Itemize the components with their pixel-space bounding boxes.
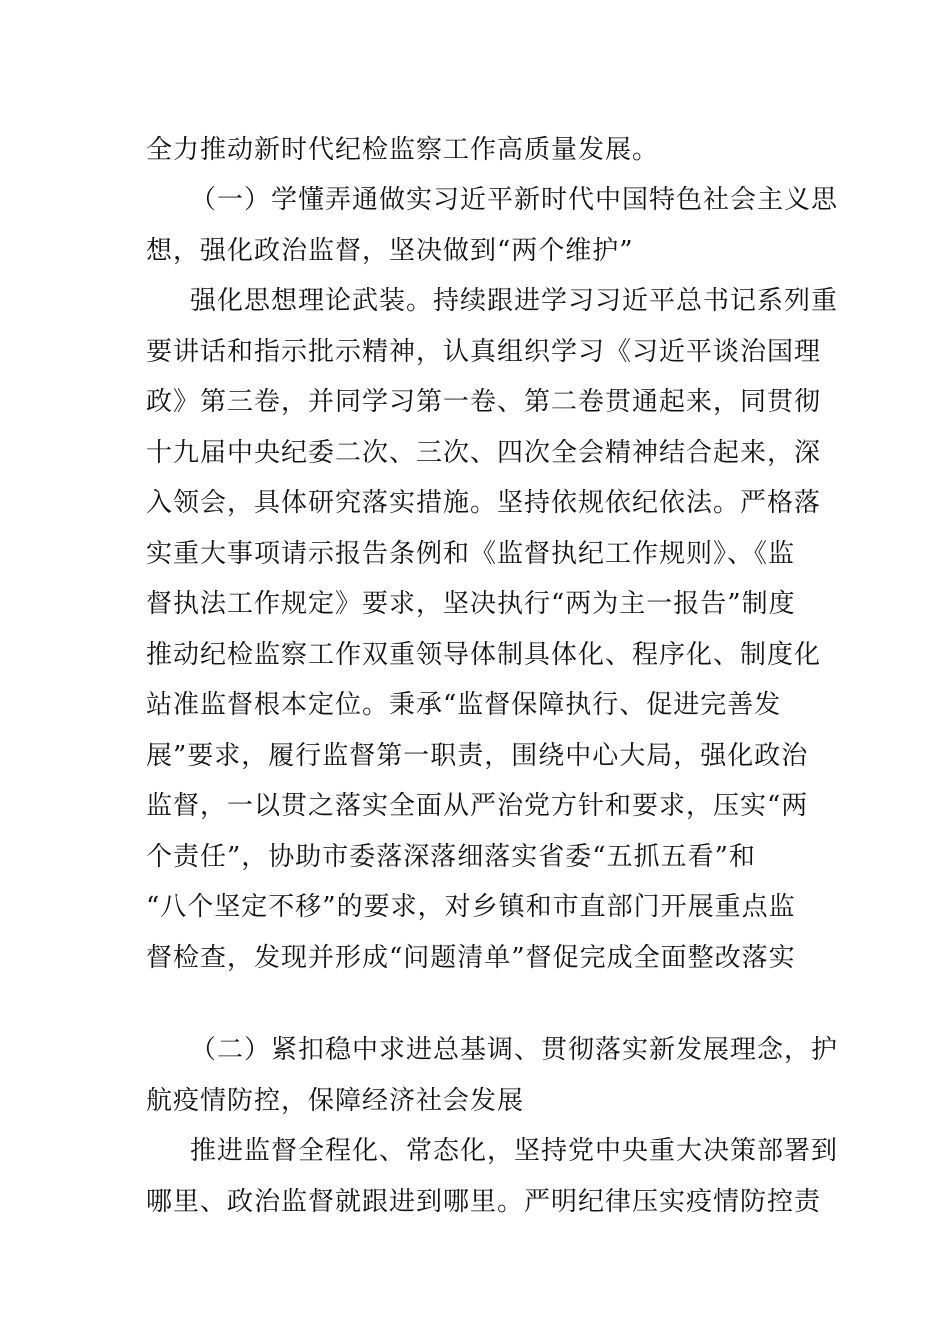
- section-heading-line: 想，强化政治监督，坚决做到“两个维护”: [146, 236, 634, 266]
- text-line: 要讲话和指示批示精神，认真组织学习《习近平谈治国理: [146, 337, 822, 367]
- text-line: 推动纪检监察工作双重领导体制具体化、程序化、制度化: [146, 640, 822, 670]
- text-line: 展”要求，履行监督第一职责，围绕中心大局，强化政治: [146, 741, 809, 771]
- section-heading-line: 航疫情防控，保障经济社会发展: [146, 1086, 525, 1116]
- text-line: 个责任”，协助市委落深落细落实省委“五抓五看”和: [146, 842, 756, 872]
- text-line: 站准监督根本定位。秉承“监督保障执行、促进完善发: [146, 690, 782, 720]
- text-line: 哪里、政治监督就跟进到哪里。严明纪律压实疫情防控责: [146, 1187, 822, 1217]
- section-heading-line: （二）紧扣稳中求进总基调、贯彻落实新发展理念，护: [190, 1035, 839, 1065]
- text-line: 推进监督全程化、常态化，坚持党中央重大决策部署到: [190, 1136, 839, 1166]
- section-heading-line: （一）学懂弄通做实习近平新时代中国特色社会主义思: [190, 185, 839, 215]
- text-line: 监督，一以贯之落实全面从严治党方针和要求，压实“两: [146, 791, 809, 821]
- text-line: 入领会，具体研究落实措施。坚持依规依纪依法。严格落: [146, 488, 822, 518]
- text-line: 全力推动新时代纪检监察工作高质量发展。: [146, 135, 660, 165]
- text-line: 强化思想理论武装。持续跟进学习习近平总书记系列重: [190, 286, 839, 316]
- text-line: 政》第三卷，并同学习第一卷、第二卷贯通起来，同贯彻: [146, 387, 822, 417]
- text-line: “八个坚定不移”的要求，对乡镇和市直部门开展重点监: [146, 892, 796, 922]
- text-line: 督执法工作规定》要求，坚决执行“两为主一报告”制度: [146, 589, 796, 619]
- text-line: 十九届中央纪委二次、三次、四次全会精神结合起来，深: [146, 438, 822, 468]
- text-line: 督检查，发现并形成“问题清单”督促完成全面整改落实: [146, 943, 796, 973]
- text-line: 实重大事项请示报告条例和《监督执纪工作规则》、《监: [146, 539, 796, 569]
